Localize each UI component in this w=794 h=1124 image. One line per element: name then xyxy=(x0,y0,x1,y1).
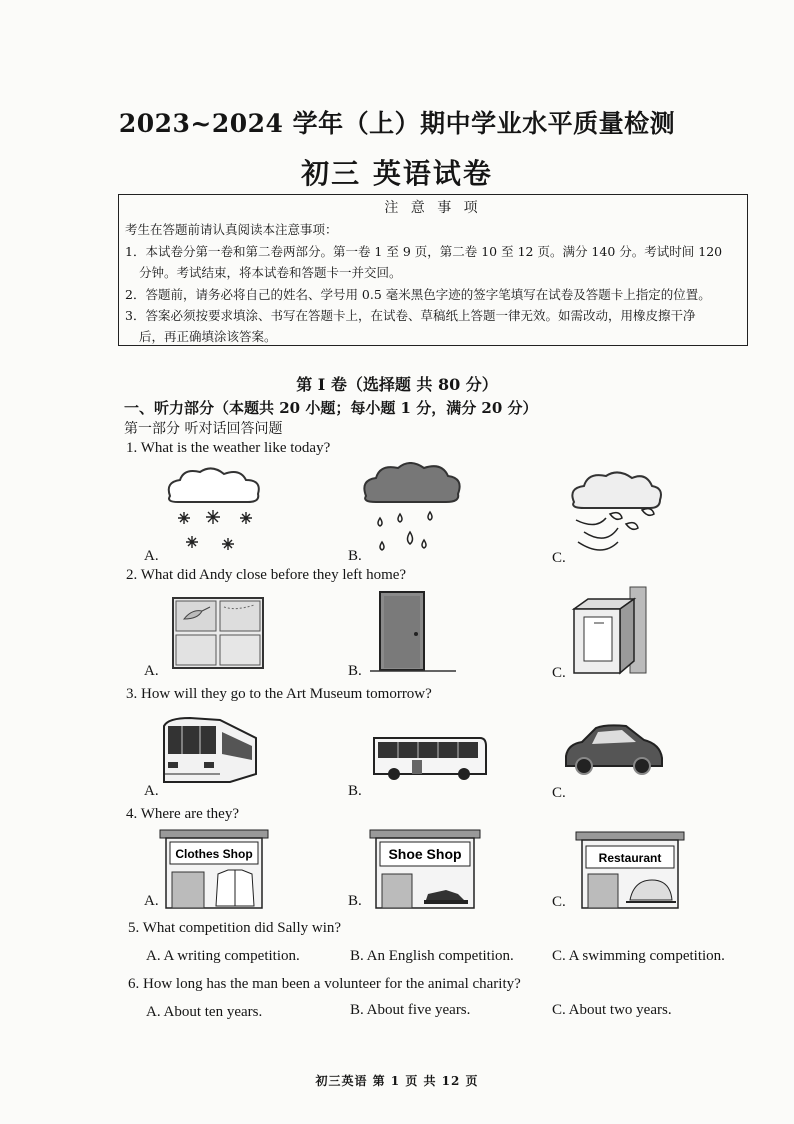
q1-option-b[interactable]: B. xyxy=(348,548,362,564)
notice-intro: 考生在答题前请认真阅读本注意事项： xyxy=(125,222,338,237)
q5-option-a[interactable]: A. A writing competition. xyxy=(146,948,300,964)
door-icon xyxy=(366,590,458,678)
q2-option-c[interactable]: C. xyxy=(552,665,566,681)
snow-cloud-icon xyxy=(160,466,270,562)
notice-item-2: 2．答题前，请务必将自己的姓名、学号用 0.5 毫米黑色字迹的签字笔填写在试卷及答题卡上指定的位置。 xyxy=(125,287,711,302)
q1-option-c[interactable]: C. xyxy=(552,550,566,566)
q4-option-c[interactable]: C. xyxy=(552,894,566,910)
section-heading: 一、听力部分（本题共 20 小题；每小题 1 分，满分 20 分） xyxy=(124,399,538,417)
question-6: 6. How long has the man been a volunteer for the animal charity? xyxy=(128,976,521,992)
q5-option-c[interactable]: C. A swimming competition. xyxy=(552,948,725,964)
notice-item-3-line-2: 后，再正确填涂该答案。 xyxy=(139,329,277,344)
q2-option-a[interactable]: A. xyxy=(144,663,159,679)
shoe-shop-icon xyxy=(368,828,482,914)
part-title: 第 I 卷（选择题 共 80 分） xyxy=(296,375,498,394)
q6-option-a[interactable]: A. About ten years. xyxy=(146,1004,263,1020)
q3-option-b[interactable]: B. xyxy=(348,783,362,799)
rain-cloud-icon xyxy=(360,462,466,562)
q5-option-b[interactable]: B. An English competition. xyxy=(350,948,514,964)
q2-option-b[interactable]: B. xyxy=(348,663,362,679)
q4-option-a[interactable]: A. xyxy=(144,893,159,909)
exam-title: 2023~2024 学年（上）期中学业水平质量检测 xyxy=(118,109,676,138)
train-icon xyxy=(160,716,260,794)
q6-option-b[interactable]: B. About five years. xyxy=(350,1002,471,1018)
car-icon xyxy=(562,720,666,784)
page-footer: 初三英语 第 1 页 共 12 页 xyxy=(315,1074,479,1088)
q1-option-a[interactable]: A. xyxy=(144,548,159,564)
wind-cloud-icon xyxy=(566,470,666,566)
question-3: 3. How will they go to the Art Museum tomorrow? xyxy=(126,686,432,702)
q3-option-a[interactable]: A. xyxy=(144,783,159,799)
question-5: 5. What competition did Sally win? xyxy=(128,920,342,936)
question-2: 2. What did Andy close before they left home? xyxy=(126,567,407,583)
bus-icon xyxy=(372,732,488,788)
exam-subtitle: 初三 英语试卷 xyxy=(301,157,493,190)
q4-option-b[interactable]: B. xyxy=(348,893,362,909)
q6-option-c[interactable]: C. About two years. xyxy=(552,1002,672,1018)
notice-item-1-line-1: 1．本试卷分第一卷和第二卷两部分。第一卷 1 至 9 页，第二卷 10 至 12 页。满分 140 分。考试时间 120 xyxy=(125,244,723,259)
section-subheading: 第一部分 听对话回答问题 xyxy=(124,421,283,437)
sign-label-restaurant: Restaurant xyxy=(598,851,662,865)
window-icon xyxy=(172,597,264,673)
notice-box xyxy=(118,194,748,346)
restaurant-icon xyxy=(574,830,686,914)
notice-item-3-line-1: 3．答案必须按要求填涂、书写在答题卡上，在试卷、草稿纸上答题一律无效。如需改动，用橡皮擦干净 xyxy=(125,308,696,323)
q3-option-c[interactable]: C. xyxy=(552,785,566,801)
sign-label-clothes-shop: Clothes Shop xyxy=(175,847,253,861)
drawer-cabinet-icon xyxy=(568,585,650,685)
question-4: 4. Where are they? xyxy=(126,806,239,822)
notice-heading: 注 意 事 项 xyxy=(384,200,482,216)
clothes-shop-icon xyxy=(158,828,270,914)
sign-label-shoe-shop: Shoe Shop xyxy=(388,846,462,862)
question-1: 1. What is the weather like today? xyxy=(126,440,331,456)
notice-item-1-line-2: 分钟。考试结束，将本试卷和答题卡一并交回。 xyxy=(139,265,402,280)
